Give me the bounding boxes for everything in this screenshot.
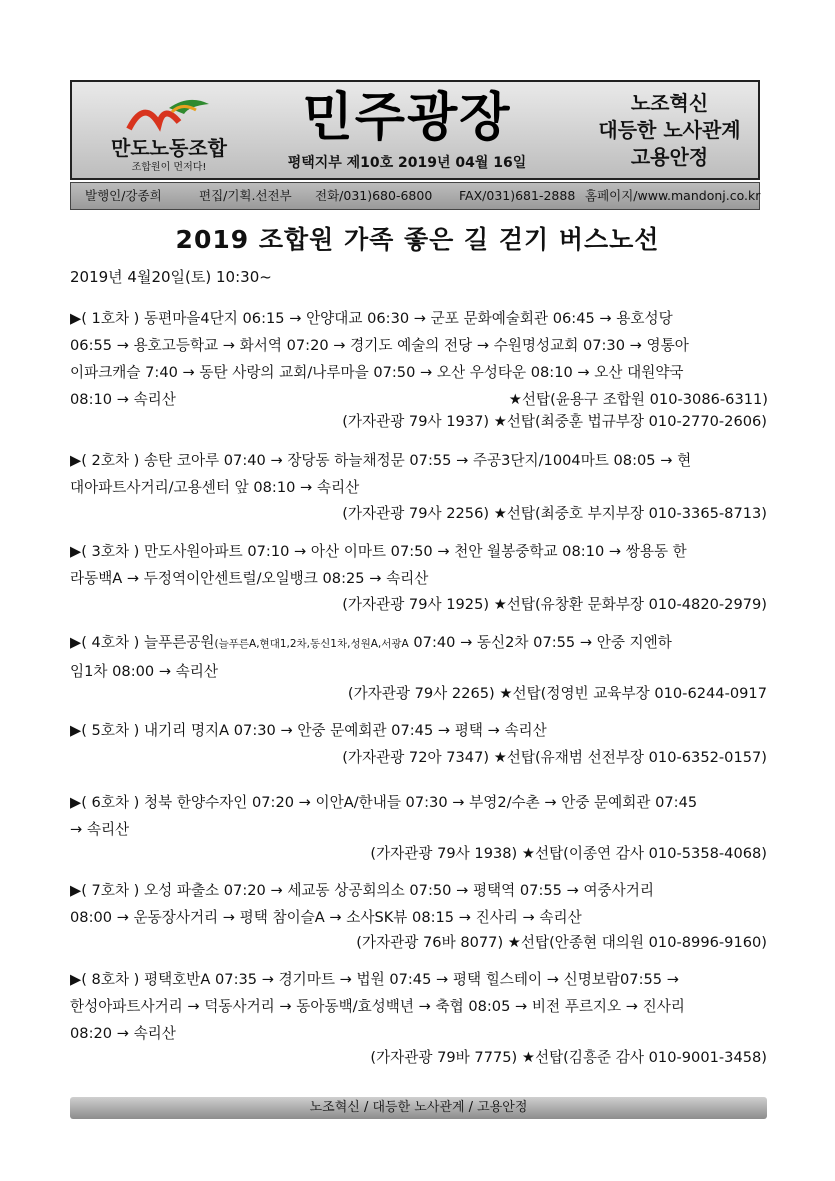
route-line: 06:55 → 용호고등학교 → 화서역 07:20 → 경기도 예술의 전당 → 수원명성교회 07:30 → 영통아	[70, 337, 689, 354]
route-line	[70, 629, 770, 658]
masthead-slogan	[582, 90, 757, 171]
route-line: 임1차 08:00 → 속리산	[70, 663, 218, 680]
escort-contact: ★선탑(윤용구 조합원 010-3086-6311)	[508, 391, 768, 408]
route-4	[70, 629, 770, 685]
route-5	[70, 717, 770, 744]
union-logo	[84, 94, 254, 172]
bus-contact: (가자관광 79사 1937) ★선탑(최중훈 법규부장 010-2770-2606)	[342, 413, 767, 430]
bus-contact: (가자관광 72아 7347) ★선탑(유재범 선전부장 010-6352-0157)	[342, 749, 767, 766]
publisher: 발행인/강종희	[85, 188, 162, 203]
route-line: 08:00 → 운동장사거리 → 평택 참이슬A → 소사SK뷰 08:15 → 진사리 → 속리산	[70, 909, 582, 926]
slogan-line: 고용안정	[630, 145, 709, 169]
route-line-text: 07:40 → 동신2차 07:55 → 안중 지엔하	[408, 634, 672, 651]
route-line	[70, 386, 770, 413]
route-line: ▶( 8호차 ) 평택호반A 07:35 → 경기마트 → 법원 07:45 → 평택 힐스테이 → 신명보람07:55 →	[70, 971, 679, 988]
route-line: ▶( 7호차 ) 오성 파출소 07:20 → 세교동 상공회의소 07:50 → 평택역 07:55 → 여중사거리	[70, 882, 654, 899]
bus-contact: (가자관광 79사 1938) ★선탑(이종연 감사 010-5358-4068)	[370, 845, 767, 862]
bus-contact: (가자관광 79사 2265) ★선탑(정영빈 교육부장 010-6244-0917	[347, 685, 767, 702]
page-headline: 2019 조합원 가족 좋은 길 걷기 버스노선	[175, 225, 660, 254]
bus-contact: (가자관광 79바 7775) ★선탑(김흥준 감사 010-9001-3458)	[370, 1049, 767, 1066]
route-line: ▶( 3호차 ) 만도사원아파트 07:10 → 아산 이마트 07:50 → 천안 월봉중학교 08:10 → 쌍용동 한	[70, 543, 687, 560]
footer-slogan-bar: 노조혁신 / 대등한 노사관계 / 고용안정	[70, 1097, 767, 1119]
route-line: ▶( 5호차 ) 내기리 명지A 07:30 → 안중 문예회관 07:45 → 평택 → 속리산	[70, 722, 547, 739]
route-line: ▶( 2호차 ) 송탄 코아루 07:40 → 장당동 하늘채정문 07:55 → 주공3단지/1004마트 08:05 → 현	[70, 452, 692, 469]
route-7	[70, 877, 770, 931]
fax: FAX/031)681-2888	[459, 188, 576, 203]
editor: 편집/기획.선전부	[199, 188, 292, 203]
logo-emblem-icon	[124, 94, 214, 134]
event-date: 2019년 4월20일(토) 10:30~	[70, 268, 272, 286]
bus-contact: (가자관광 79사 2256) ★선탑(최중호 부지부장 010-3365-8713)	[342, 505, 767, 522]
homepage: 홈페이지/www.mandonj.co.kr	[585, 188, 761, 203]
route-line: 라동백A → 두정역이안센트럴/오일뱅크 08:25 → 속리산	[70, 570, 429, 587]
masthead	[70, 80, 760, 180]
bus-contact: (가자관광 79사 1925) ★선탑(유창환 문화부장 010-4820-2979)	[342, 596, 767, 613]
slogan-line: 대등한 노사관계	[598, 118, 741, 142]
route-line: → 속리산	[70, 821, 130, 838]
route-line-text: ▶( 4호차 ) 늘푸른공원	[70, 634, 215, 651]
newsletter-title: 민주광장	[302, 88, 512, 148]
route-6	[70, 789, 770, 843]
slogan-line: 노조혁신	[630, 91, 709, 115]
route-8	[70, 966, 770, 1047]
route-2	[70, 447, 770, 501]
route-line: ▶( 6호차 ) 청북 한양수자인 07:20 → 이안A/한내들 07:30 → 부영2/수촌 → 안중 문예회관 07:45	[70, 794, 698, 811]
route-1	[70, 305, 770, 413]
route-3	[70, 538, 770, 592]
issue-info: 평택지부 제10호 2019년 04월 16일	[287, 155, 527, 171]
route-line: 한성아파트사거리 → 덕동사거리 → 동아동백/효성백년 → 축협 08:05 → 비전 푸르지오 → 진사리	[70, 998, 685, 1015]
route-line: 대아파트사거리/고용센터 앞 08:10 → 속리산	[70, 479, 360, 496]
route-note: (늘푸른A,현대1,2차,동신1차,성원A,서광A	[214, 638, 409, 650]
publisher-info-bar	[70, 182, 760, 210]
route-line-text: 08:10 → 속리산	[70, 391, 176, 408]
route-line: 08:20 → 속리산	[70, 1025, 176, 1042]
bus-contact: (가자관광 76바 8077) ★선탑(안종현 대의원 010-8996-9160)	[356, 934, 767, 951]
route-line: 이파크캐슬 7:40 → 동탄 사랑의 교회/나루마을 07:50 → 오산 우성타운 08:10 → 오산 대원약국	[70, 364, 684, 381]
logo-slogan: 조합원이 먼저다!	[131, 162, 207, 173]
phone: 전화/031)680-6800	[315, 188, 433, 203]
logo-text: 만도노동조합	[111, 136, 227, 160]
route-line: ▶( 1호차 ) 동편마을4단지 06:15 → 안양대교 06:30 → 군포 문화예술회관 06:45 → 용호성당	[70, 310, 673, 327]
